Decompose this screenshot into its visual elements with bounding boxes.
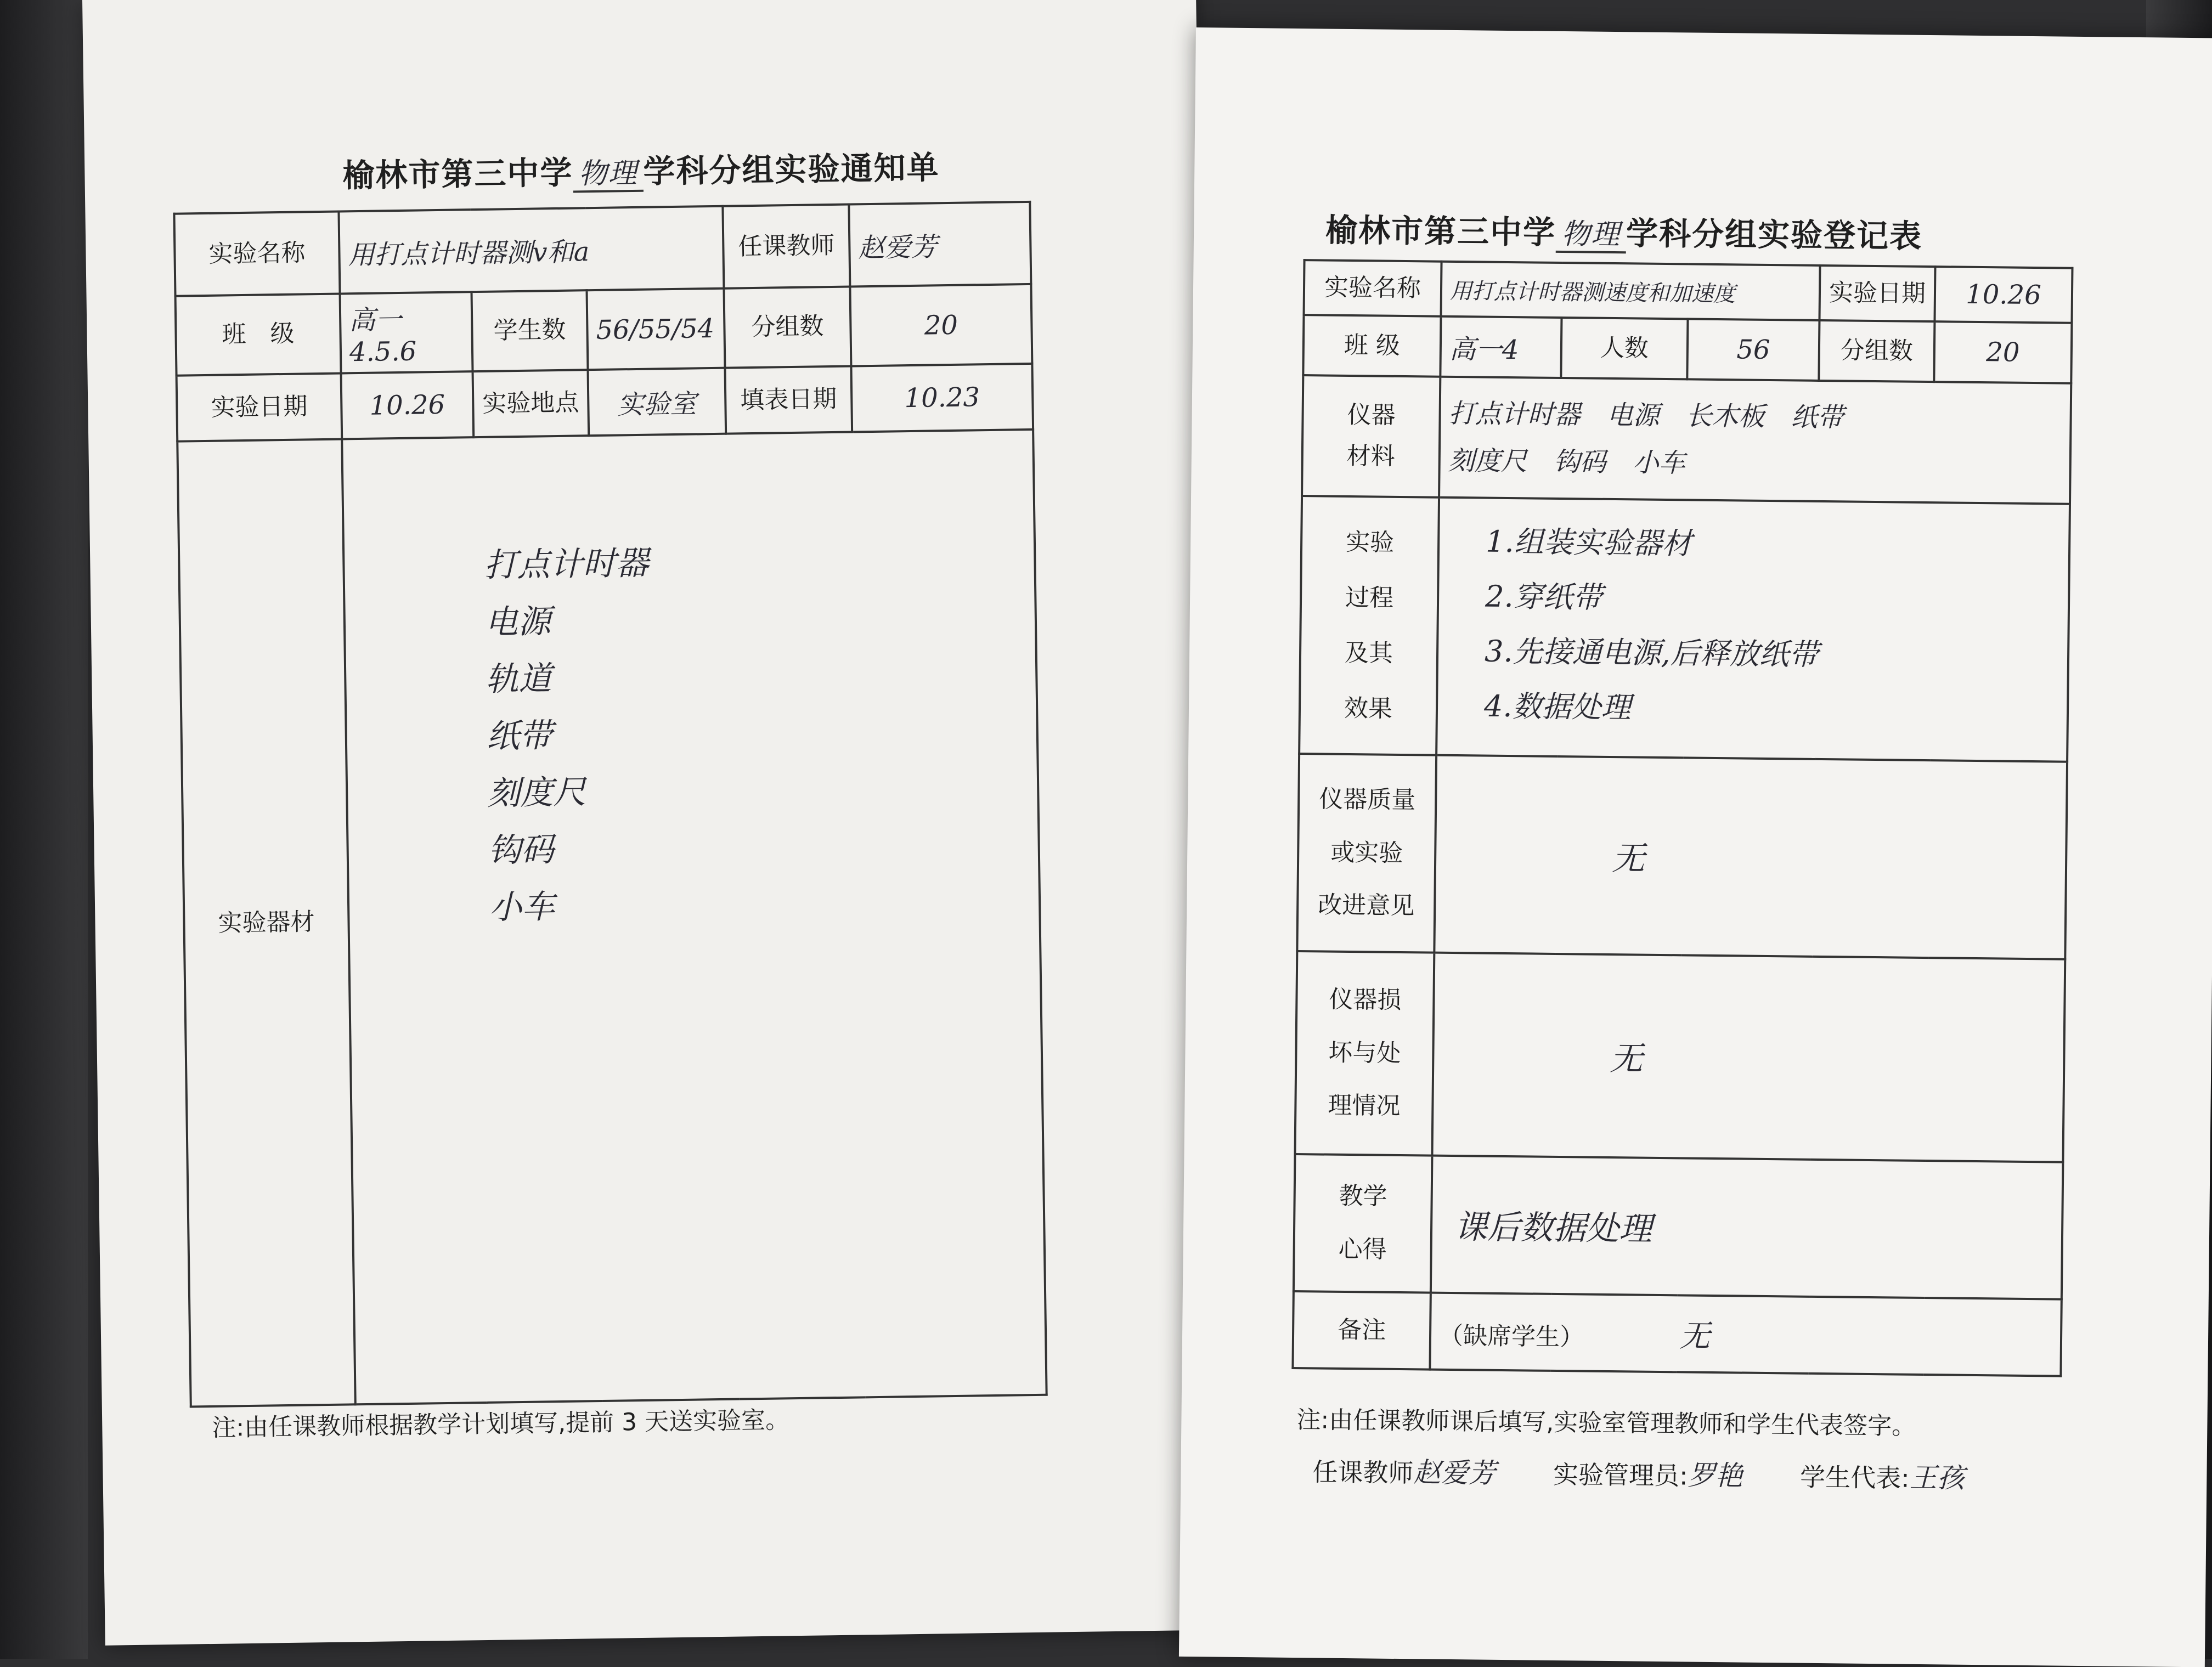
label-fill-date: 填表日期: [725, 366, 852, 433]
right-form-title: [1325, 204, 1923, 256]
field-process[interactable]: [1436, 498, 2070, 762]
label-groups-r: 分组数: [1819, 320, 1934, 382]
label-teach-line: 心得: [1338, 1235, 1387, 1264]
value-students: 56/55/54: [596, 313, 715, 346]
instruments-line: 打点计时器 电源 长木板 纸带: [1448, 398, 1844, 433]
material-item: 电源: [484, 602, 551, 642]
label-exp-place: 实验地点: [473, 370, 589, 437]
sig-teacher-label: 任课教师: [1312, 1457, 1414, 1488]
sig-admin-label: 实验管理员:: [1553, 1459, 1688, 1491]
label-materials: 实验器材: [177, 439, 356, 1406]
process-step: 2.穿纸带: [1485, 579, 1603, 615]
right-title-prefix: 榆林市第三中学: [1325, 211, 1556, 251]
label-quality-line: 改进意见: [1317, 891, 1415, 920]
label-damage: [1295, 951, 1435, 1156]
material-item: 小车: [488, 888, 555, 927]
field-remark[interactable]: [1430, 1293, 2061, 1376]
label-teach-line: 教学: [1339, 1182, 1387, 1211]
label-quality-line: 仪器质量: [1319, 785, 1416, 815]
label-remark: 备注: [1293, 1291, 1430, 1370]
value-class: 高一4.5.6: [348, 304, 417, 368]
value-teach: 课后数据处理: [1454, 1208, 1652, 1248]
label-process: [1299, 496, 1439, 755]
left-form-title: [342, 142, 940, 196]
label-instruments-line: 材料: [1346, 442, 1396, 471]
value-count: 56: [1736, 334, 1770, 365]
label-process-line: 效果: [1344, 694, 1393, 724]
right-footnote: 注:由任课教师课后填写,实验室管理教师和学生代表签字。: [1296, 1406, 1916, 1440]
label-process-line: 过程: [1345, 583, 1394, 612]
label-quality-line: 或实验: [1330, 838, 1403, 867]
label-exp-date-r: 实验日期: [1819, 265, 1935, 321]
notification-table: [173, 201, 1047, 1408]
sig-admin-name[interactable]: 罗艳: [1688, 1459, 1743, 1492]
field-quality[interactable]: [1434, 755, 2067, 959]
field-count[interactable]: [1687, 319, 1819, 381]
value-groups: 20: [924, 309, 958, 341]
value-fill-date: 10.23: [904, 382, 980, 414]
field-damage[interactable]: [1432, 953, 2065, 1162]
value-remark: 无: [1679, 1318, 1711, 1354]
value-exp-name: 用打点计时器测v和a: [348, 236, 590, 270]
material-item: 纸带: [486, 716, 553, 756]
field-class-r[interactable]: [1440, 317, 1561, 378]
field-students[interactable]: [586, 289, 725, 370]
process-list: [1446, 503, 2061, 740]
label-damage-line: 仪器损: [1329, 985, 1402, 1014]
sig-student-name[interactable]: 王孩: [1909, 1461, 1965, 1494]
value-teacher: 赵爱芳: [858, 231, 938, 263]
field-instruments[interactable]: [1439, 377, 2071, 504]
label-teacher: 任课教师: [723, 205, 850, 289]
label-damage-line: 坏与处: [1328, 1038, 1401, 1067]
field-groups-r[interactable]: [1934, 321, 2072, 383]
label-students: 学生数: [471, 290, 588, 371]
label-absent: （缺席学生）: [1438, 1321, 1584, 1352]
right-title-suffix: 学科分组实验登记表: [1626, 214, 1923, 255]
label-class-r: 班 级: [1303, 315, 1441, 377]
field-teacher[interactable]: [849, 202, 1031, 287]
materials-list: [352, 529, 1031, 938]
process-step: 1.组装实验器材: [1485, 524, 1692, 561]
label-exp-name-r: 实验名称: [1304, 260, 1442, 317]
field-groups[interactable]: [850, 284, 1032, 366]
left-title-suffix: 学科分组实验通知单: [643, 149, 940, 190]
value-exp-place: 实验室: [617, 388, 697, 420]
label-class: 班 级: [176, 293, 341, 375]
left-title-subject[interactable]: 物理: [573, 157, 644, 193]
field-exp-name-r[interactable]: [1441, 262, 1820, 320]
value-exp-name-r: 用打点计时器测速度和加速度: [1449, 278, 1736, 307]
field-exp-place[interactable]: [588, 368, 726, 436]
value-quality: 无: [1611, 839, 1645, 878]
field-exp-date-r[interactable]: [1934, 267, 2072, 323]
left-footnote: 注:由任课教师根据教学计划填写,提前 3 天送实验室。: [212, 1406, 790, 1442]
material-item: 轨道: [485, 659, 552, 699]
field-teach[interactable]: [1431, 1156, 2063, 1299]
process-step: 4.数据处理: [1483, 688, 1631, 725]
desk-left-edge: [0, 0, 88, 1659]
label-exp-date: 实验日期: [177, 373, 342, 441]
label-instruments: [1302, 375, 1440, 498]
sig-student-label: 学生代表:: [1799, 1462, 1910, 1493]
value-exp-date-r: 10.26: [1965, 279, 2041, 311]
field-class[interactable]: [340, 292, 473, 373]
label-teach: [1294, 1154, 1432, 1293]
value-damage: 无: [1609, 1039, 1643, 1078]
notification-sheet: [82, 0, 1219, 1646]
material-item: 钩码: [488, 830, 555, 870]
label-damage-line: 理情况: [1328, 1092, 1401, 1121]
label-exp-name: 实验名称: [174, 212, 340, 296]
field-exp-name[interactable]: [338, 206, 724, 294]
label-process-line: 实验: [1345, 528, 1395, 557]
signature-row: [1312, 1449, 2014, 1496]
label-count: 人数: [1561, 318, 1688, 379]
label-instruments-line: 仪器: [1347, 401, 1396, 430]
value-groups-r: 20: [1986, 337, 2020, 368]
field-materials[interactable]: [342, 430, 1046, 1404]
right-title-subject[interactable]: 物理: [1556, 218, 1627, 253]
instruments-line: 刻度尺 钩码 小车: [1448, 445, 1686, 479]
field-fill-date[interactable]: [851, 364, 1033, 432]
value-class-r: 高一4: [1449, 334, 1519, 365]
left-title-prefix: 榆林市第三中学: [342, 154, 573, 195]
registration-table: [1291, 259, 2073, 1377]
label-quality: [1297, 754, 1436, 953]
material-item: 打点计时器: [483, 544, 649, 585]
field-exp-date[interactable]: [341, 371, 474, 439]
registration-sheet: [1179, 27, 2212, 1667]
label-process-line: 及其: [1344, 638, 1393, 668]
label-groups: 分组数: [724, 287, 851, 368]
material-item: 刻度尺: [487, 773, 586, 813]
sig-teacher-name[interactable]: 赵爱芳: [1413, 1456, 1496, 1489]
process-step: 3.先接通电源,后释放纸带: [1484, 634, 1819, 672]
value-exp-date: 10.26: [369, 389, 445, 421]
